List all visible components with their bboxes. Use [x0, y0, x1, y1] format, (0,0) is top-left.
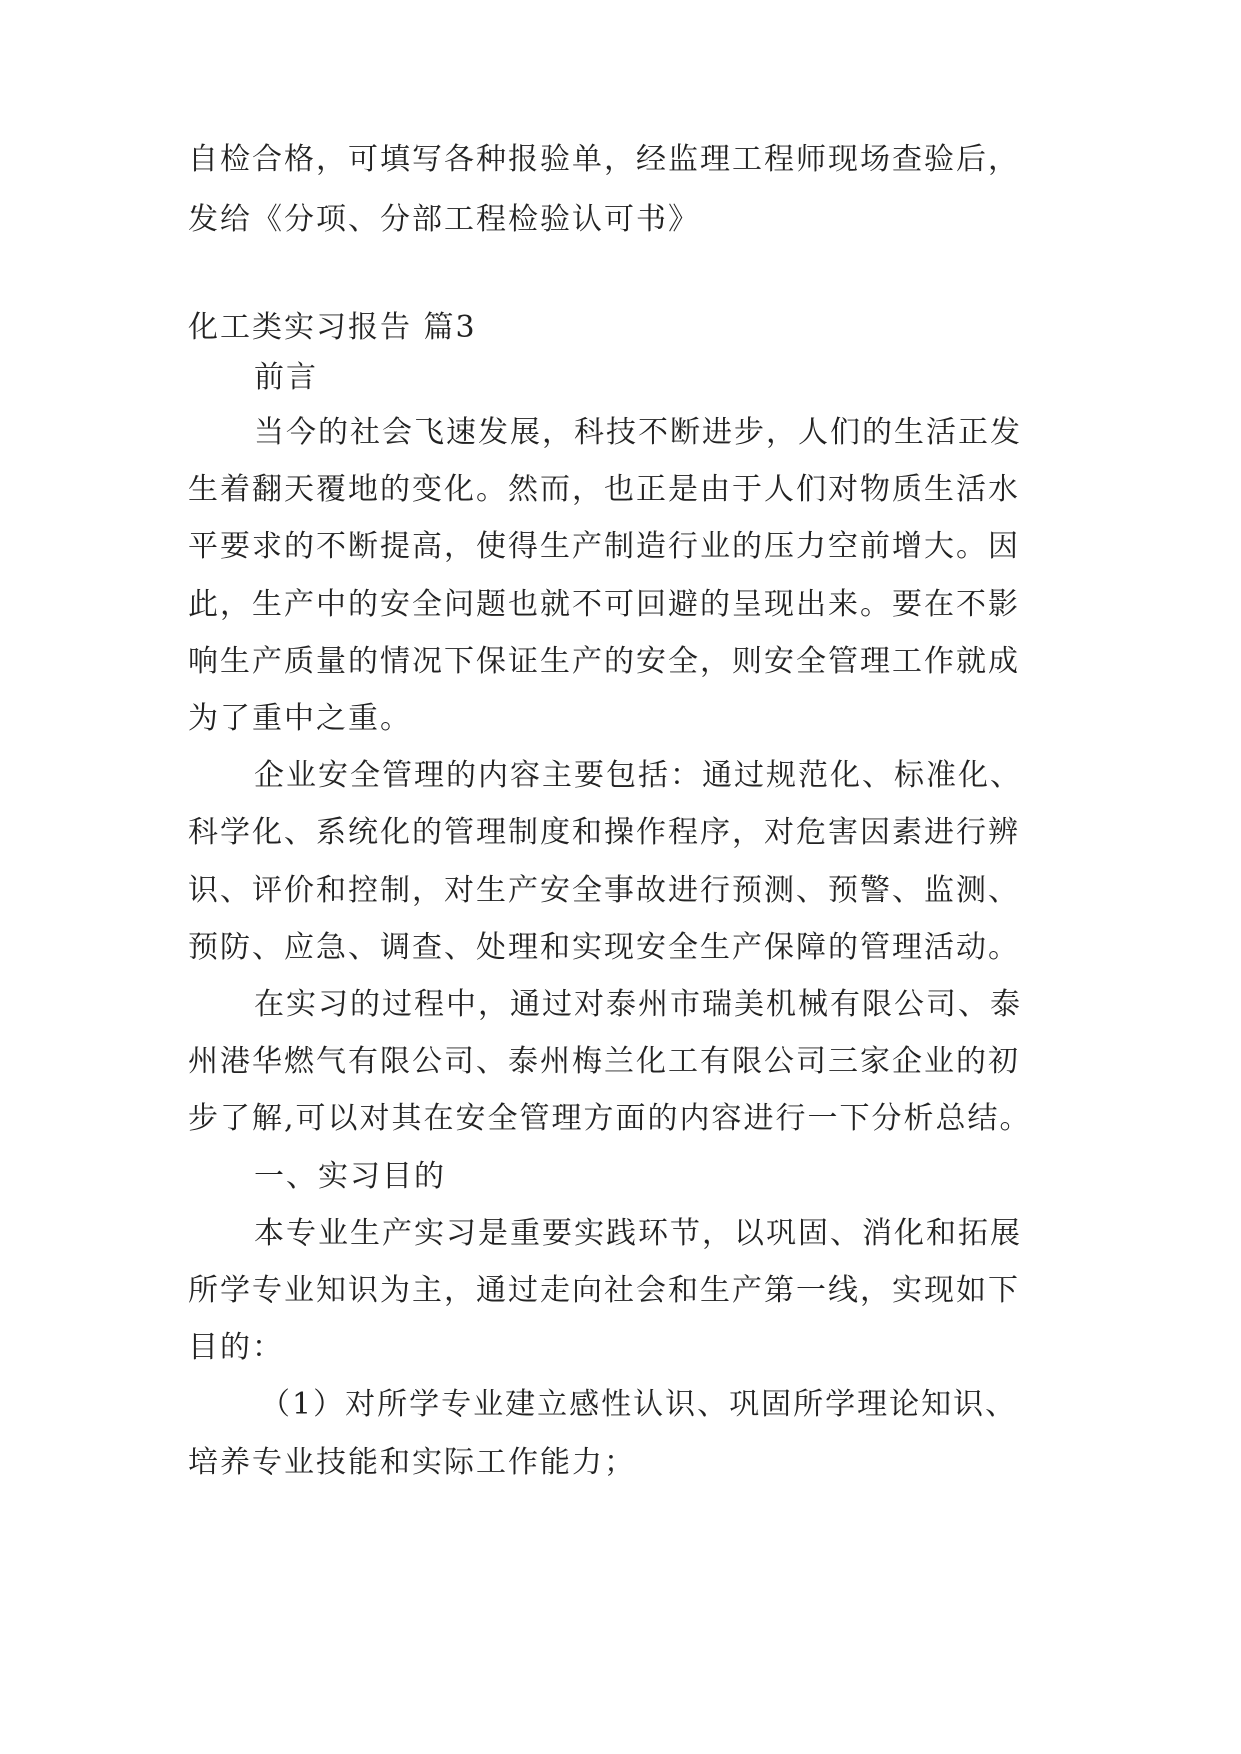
objective-heading: 一、实习目的	[254, 1159, 446, 1194]
paragraph-3-line-3: 步了解,可以对其在安全管理方面的内容进行一下分析总结。	[188, 1101, 1032, 1136]
section-title: 化工类实习报告 篇3	[188, 310, 477, 345]
item-1-line-1: （1）对所学专业建立感性认识、巩固所学理论知识、	[260, 1387, 1018, 1422]
paragraph-2-line-1: 企业安全管理的内容主要包括：通过规范化、标准化、	[254, 758, 1022, 793]
paragraph-1-line-2: 生着翻天覆地的变化。然而，也正是由于人们对物质生活水	[188, 472, 1020, 507]
paragraph-1-line-3: 平要求的不断提高，使得生产制造行业的压力空前增大。因	[188, 529, 1020, 564]
paragraph-1-line-1: 当今的社会飞速发展，科技不断进步，人们的生活正发	[254, 415, 1022, 450]
objective-paragraph-line-1: 本专业生产实习是重要实践环节，以巩固、消化和拓展	[254, 1216, 1022, 1251]
preface-heading: 前言	[254, 360, 318, 395]
item-1-line-2: 培养专业技能和实际工作能力；	[188, 1445, 636, 1480]
continuation-line-2: 发给《分项、分部工程检验认可书》	[188, 202, 700, 237]
paragraph-3-line-1: 在实习的过程中，通过对泰州市瑞美机械有限公司、泰	[254, 987, 1022, 1022]
continuation-line-1: 自检合格，可填写各种报验单，经监理工程师现场查验后，	[188, 142, 1020, 177]
paragraph-2-line-2: 科学化、系统化的管理制度和操作程序，对危害因素进行辨	[188, 815, 1020, 850]
paragraph-1-line-5: 响生产质量的情况下保证生产的安全，则安全管理工作就成	[188, 644, 1020, 679]
paragraph-2-line-3: 识、评价和控制，对生产安全事故进行预测、预警、监测、	[188, 873, 1020, 908]
paragraph-3-line-2: 州港华燃气有限公司、泰州梅兰化工有限公司三家企业的初	[188, 1044, 1020, 1079]
paragraph-1-line-4: 此，生产中的安全问题也就不可回避的呈现出来。要在不影	[188, 587, 1020, 622]
objective-paragraph-line-3: 目的：	[188, 1330, 284, 1365]
paragraph-2-line-4: 预防、应急、调查、处理和实现安全生产保障的管理活动。	[188, 930, 1020, 965]
objective-paragraph-line-2: 所学专业知识为主，通过走向社会和生产第一线，实现如下	[188, 1273, 1020, 1308]
paragraph-1-line-6: 为了重中之重。	[188, 701, 412, 736]
